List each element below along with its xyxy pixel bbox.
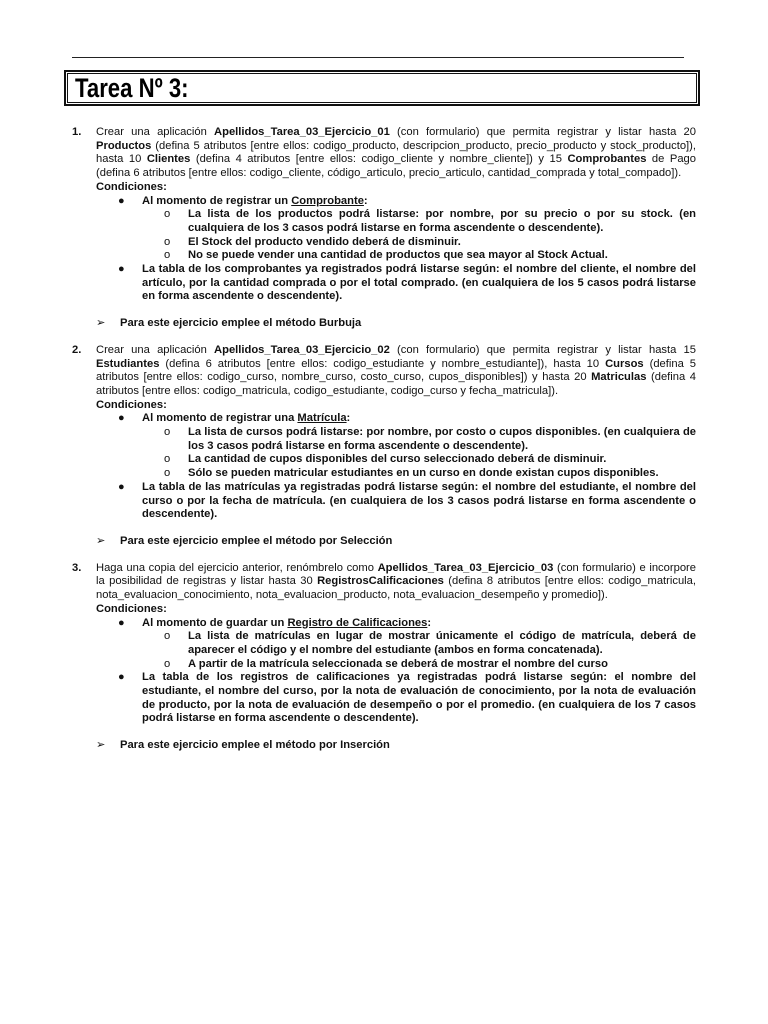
bullet-icon: ● <box>118 263 125 276</box>
sub-condition-item <box>164 658 696 672</box>
intro-emphasis: Productos <box>96 139 152 152</box>
bullet-icon: ● <box>118 480 125 493</box>
condition-text: La tabla de los registros de calificaciones ya registradas podrá listarse según: el nombre del estudiante, el nombre del curso, por la nota de evaluación de conocimiento, por la nota de evaluación de producto, por la nota de evaluación de desempeño o por el promedio. (en cualquiera de los 7 casos podrá listarse en forma ascendente o descendente). <box>142 671 696 725</box>
condition-text: Al momento de registrar una <box>142 412 298 425</box>
intro-text: de Pago (defina 6 atributos [entre ellos: codigo_cliente, código_articulo, precio_articulo, cantidad_comprada y total_compado]). <box>96 153 697 180</box>
condition-keyword: Matrícula <box>297 412 347 425</box>
exercise-intro <box>96 126 696 181</box>
exercise-intro <box>96 344 696 399</box>
exercise-2 <box>72 344 696 549</box>
bullet-icon: ● <box>118 616 125 629</box>
sub-condition-text: Sólo se pueden matricular estudiantes en un curso en donde existan cupos disponibles. <box>188 467 659 480</box>
sub-conditions-list <box>142 426 696 481</box>
sub-condition-item <box>164 236 696 250</box>
conditions-list <box>96 617 696 727</box>
condition-text: : <box>346 412 351 425</box>
condition-text: Al momento de guardar un <box>142 616 288 629</box>
bullet-icon: ● <box>118 412 125 425</box>
title-box <box>64 70 700 106</box>
bullet-icon: ● <box>118 194 125 207</box>
exercise-1 <box>72 126 696 331</box>
intro-emphasis: Matriculas <box>591 371 647 384</box>
circle-bullet-icon: o <box>164 630 171 643</box>
intro-emphasis: Apellidos_Tarea_03_Ejercicio_03 <box>377 561 554 574</box>
bullet-icon: ● <box>118 671 125 684</box>
method-text: Para este ejercicio emplee el método por Selección <box>120 534 393 547</box>
intro-text: Crear una aplicación <box>96 343 215 356</box>
intro-text: (con formulario) que permita registrar y listar hasta 15 <box>389 343 696 356</box>
conditions-list <box>96 412 696 522</box>
method-note <box>96 535 696 549</box>
sub-condition-item <box>164 249 696 263</box>
circle-bullet-icon: o <box>164 453 171 466</box>
condition-text: La tabla de las matrículas ya registradas podrá listarse según: el nombre del estudiante, el nombre del curso o por la fecha de matrícula. (en cualquiera de los 3 casos podrá listarse en forma ascendente o descendente). <box>142 480 696 521</box>
intro-emphasis: Cursos <box>605 357 644 370</box>
sub-condition-text: La lista de cursos podrá listarse: por nombre, por costo o cupos disponibles. (en cualquiera de los 3 casos podrá listarse en forma ascendente o descendente). <box>188 426 696 452</box>
sub-conditions-list <box>142 208 696 263</box>
arrow-bullet-icon: ➢ <box>96 534 106 547</box>
intro-emphasis: Comprobantes <box>567 153 647 166</box>
conditions-label: Condiciones: <box>96 398 167 411</box>
sub-condition-item <box>164 630 696 657</box>
condition-item <box>118 617 696 672</box>
sub-condition-item <box>164 453 696 467</box>
intro-text: (defina 6 atributos [entre ellos: codigo_estudiante y nombre_estudiante]), hasta 10 <box>159 357 606 370</box>
intro-emphasis: Apellidos_Tarea_03_Ejercicio_02 <box>214 343 390 356</box>
condition-text: : <box>363 194 368 207</box>
method-note <box>96 317 696 331</box>
intro-emphasis: Estudiantes <box>96 357 160 370</box>
sub-condition-text: La cantidad de cupos disponibles del curso seleccionado deberá de disminuir. <box>188 453 607 466</box>
condition-keyword: Comprobante <box>291 194 364 207</box>
sub-conditions-list <box>142 630 696 671</box>
circle-bullet-icon: o <box>164 249 171 262</box>
condition-item <box>118 412 696 481</box>
page-title: Tarea Nº 3: <box>75 73 189 103</box>
condition-text: : <box>427 616 432 629</box>
header-rule <box>72 57 684 58</box>
circle-bullet-icon: o <box>164 235 171 248</box>
intro-text: Haga una copia del ejercicio anterior, renómbrelo como <box>96 561 378 574</box>
intro-emphasis: Clientes <box>146 153 191 166</box>
method-note <box>96 739 696 753</box>
intro-text: (defina 5 atributos [entre ellos: codigo_curso, nombre_curso, costo_curso, cupos_disponibles]) y hasta 20 <box>96 357 696 384</box>
sub-condition-text: La lista de los productos podrá listarse: por nombre, por su precio o por su stock. (en cualquiera de los 3 casos podrá listarse en forma ascendente o descendente). <box>188 208 696 234</box>
sub-condition-text: El Stock del producto vendido deberá de disminuir. <box>188 235 461 248</box>
condition-item <box>118 671 696 726</box>
sub-condition-text: No se puede vender una cantidad de productos que sea mayor al Stock Actual. <box>188 249 608 262</box>
method-text: Para este ejercicio emplee el método Burbuja <box>120 317 362 330</box>
conditions-label: Condiciones: <box>96 602 167 615</box>
sub-condition-item <box>164 467 696 481</box>
condition-item <box>118 263 696 304</box>
intro-text: (defina 4 atributos [entre ellos: codigo_cliente y nombre_cliente]) y 15 <box>190 153 568 166</box>
intro-emphasis: Apellidos_Tarea_03_Ejercicio_01 <box>214 126 390 138</box>
exercise-intro <box>96 562 696 603</box>
arrow-bullet-icon: ➢ <box>96 317 106 330</box>
intro-text: (defina 8 atributos [entre ellos: codigo_matricula, nota_evaluacion_conocimiento, nota_evaluacion_producto, nota_evaluacion_desempeño y promedio]). <box>96 575 696 602</box>
circle-bullet-icon: o <box>164 657 171 670</box>
exercise-number: 2. <box>72 343 82 356</box>
method-text: Para este ejercicio emplee el método por Inserción <box>120 739 390 752</box>
condition-item <box>118 195 696 264</box>
condition-keyword: Registro de Calificaciones <box>287 616 428 629</box>
condition-text: La tabla de los comprobantes ya registrados podrá listarse según: el nombre del cliente, el nombre del artículo, por la cantidad comprada o por el total comprado. (en cualquiera de los 5 casos podrá listarse en forma ascendente o descendente). <box>142 263 696 303</box>
circle-bullet-icon: o <box>164 208 171 221</box>
exercise-number: 3. <box>72 561 82 574</box>
circle-bullet-icon: o <box>164 467 171 480</box>
sub-condition-item <box>164 208 696 235</box>
sub-condition-item <box>164 426 696 453</box>
intro-text: (con formulario) que permita registrar y listar hasta 20 <box>389 126 696 138</box>
intro-emphasis: RegistrosCalificaciones <box>317 575 444 588</box>
exercise-number: 1. <box>72 126 82 138</box>
condition-item <box>118 481 696 522</box>
intro-text: Crear una aplicación <box>96 126 215 138</box>
arrow-bullet-icon: ➢ <box>96 739 106 752</box>
circle-bullet-icon: o <box>164 426 171 439</box>
conditions-label: Condiciones: <box>96 180 167 193</box>
intro-text: (defina 5 atributos [entre ellos: codigo_producto, descripcion_producto, precio_producto y stock_producto]), hasta 10 <box>96 139 696 166</box>
intro-text: (con formulario) e incorpore la posibilidad de registras y listar hasta 30 <box>96 561 696 588</box>
conditions-list <box>96 195 696 305</box>
document-body <box>72 126 696 766</box>
condition-text: Al momento de registrar un <box>142 194 292 207</box>
sub-condition-text: La lista de matrículas en lugar de mostrar únicamente el código de matrícula, deberá de aparecer el código y el nombre del estudiante (ambos en forma concatenada). <box>188 630 696 656</box>
intro-text: (defina 4 atributos [entre ellos: codigo_matricula, codigo_estudiante, codigo_curso y fecha_matricula]). <box>96 371 696 397</box>
sub-condition-text: A partir de la matrícula seleccionada se deberá de mostrar el nombre del curso <box>188 657 608 670</box>
exercise-3 <box>72 562 696 753</box>
